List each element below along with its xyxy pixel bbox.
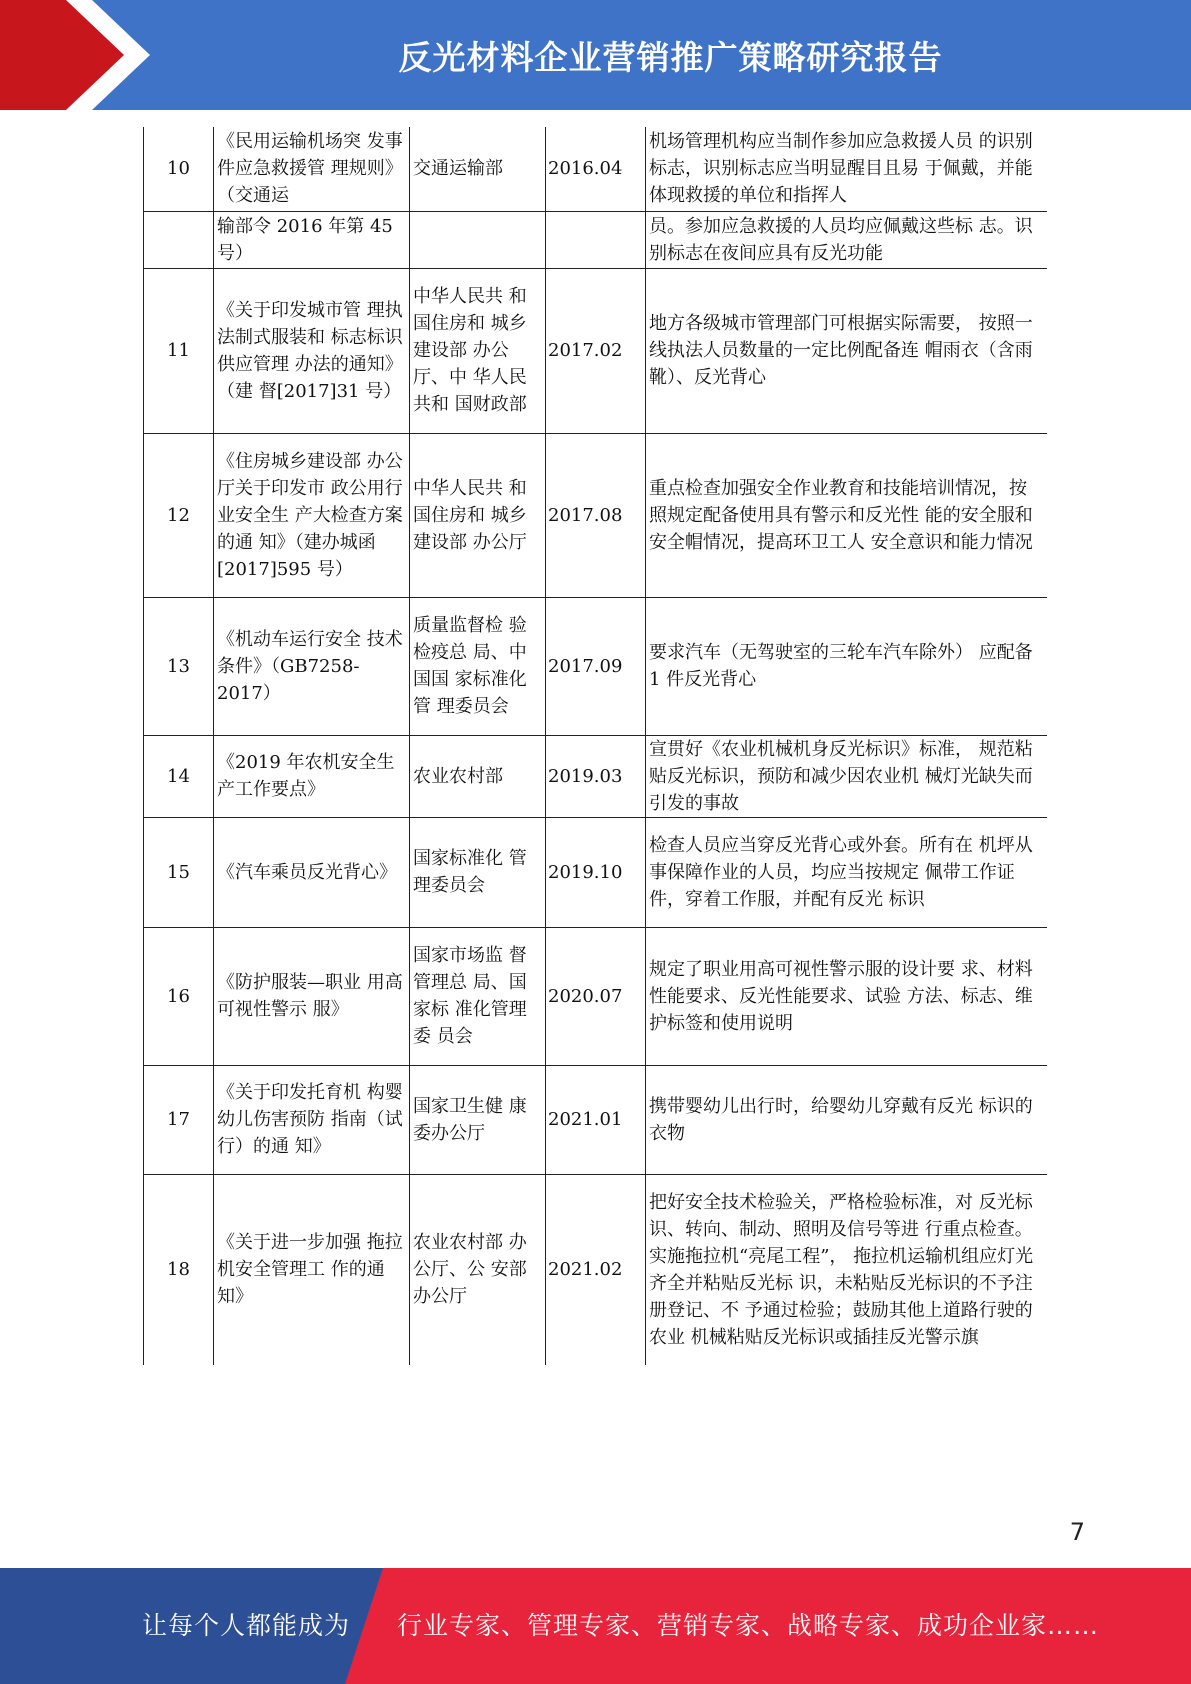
issuing-body: [410, 211, 546, 268]
row-number: 13: [144, 597, 214, 735]
page-header: [0, 0, 1191, 110]
table-row: [144, 268, 1047, 433]
requirement-text: 检查人员应当穿反光背心或外套。所有在 机坪从事保障作业的人员，均应当按规定 佩带工作证件，穿着工作服，并配有反光 标识: [646, 817, 1047, 927]
regulation-name: 输部令 2016 年第 45 号）: [214, 211, 410, 268]
table-row: [144, 211, 1047, 268]
regulation-name: 《机动车运行安全 技术条件》（GB7258-2017）: [214, 597, 410, 735]
row-number: [144, 211, 214, 268]
requirement-text: 把好安全技术检验关，严格检验标准，对 反光标识、转向、制动、照明及信号等进 行重点检查。实施拖拉机“亮尾工程”， 拖拉机运输机组应灯光齐全并粘贴反光标 识，未粘贴反光标识的不予注册登记、不 予通过检验；鼓励其他上道路行驶的农业 机械粘贴反光标识或插挂反光警示旗: [646, 1174, 1047, 1365]
issuing-body: 中华人民共 和国住房和 城乡建设部 办公厅: [410, 433, 546, 597]
issuing-body: 交通运输部: [410, 127, 546, 211]
issue-date: 2021.01: [546, 1065, 646, 1174]
row-number: 15: [144, 817, 214, 927]
issuing-body: 农业农村部: [410, 735, 546, 817]
issue-date: 2017.02: [546, 268, 646, 433]
row-number: 11: [144, 268, 214, 433]
issue-date: 2017.09: [546, 597, 646, 735]
page-number: 7: [1069, 1518, 1085, 1546]
header-arrow-decoration: [0, 0, 160, 110]
regulation-name: 《民用运输机场突 发事件应急救援管 理规则》（交通运: [214, 127, 410, 211]
requirement-text: 携带婴幼儿出行时，给婴幼儿穿戴有反光 标识的衣物: [646, 1065, 1047, 1174]
regulation-name: 《防护服装—职业 用高可视性警示 服》: [214, 927, 410, 1065]
issuing-body: 中华人民共 和国住房和 城乡建设部 办公厅、中 华人民共和 国财政部: [410, 268, 546, 433]
requirement-text: 重点检查加强安全作业教育和技能培训情况，按照规定配备使用具有警示和反光性 能的安全服和安全帽情况，提高环卫工人 安全意识和能力情况: [646, 433, 1047, 597]
requirement-text: 要求汽车（无驾驶室的三轮车汽车除外） 应配备 1 件反光背心: [646, 597, 1047, 735]
table-row: [144, 1065, 1047, 1174]
requirement-text: 机场管理机构应当制作参加应急救援人员 的识别标志，识别标志应当明显醒目且易 于佩戴，并能体现救援的单位和指挥人: [646, 127, 1047, 211]
table-row: [144, 735, 1047, 817]
table-row: [144, 1174, 1047, 1365]
page-footer: [0, 1568, 1191, 1684]
issuing-body: 国家标准化 管理委员会: [410, 817, 546, 927]
issuing-body: 国家市场监 督管理总 局、国家标 准化管理委 员会: [410, 927, 546, 1065]
row-number: 16: [144, 927, 214, 1065]
row-number: 18: [144, 1174, 214, 1365]
issue-date: 2021.02: [546, 1174, 646, 1365]
regulation-name: 《汽车乘员反光背心》: [214, 817, 410, 927]
row-number: 14: [144, 735, 214, 817]
regulation-name: 《关于印发城市管 理执法制式服装和 标志标识供应管理 办法的通知》（建 督[2017]31 号）: [214, 268, 410, 433]
requirement-text: 员。参加应急救援的人员均应佩戴这些标 志。识别标志在夜间应具有反光功能: [646, 211, 1047, 268]
table-row: [144, 433, 1047, 597]
regulation-name: 《2019 年农机安全生产工作要点》: [214, 735, 410, 817]
table-row: [144, 927, 1047, 1065]
issue-date: 2020.07: [546, 927, 646, 1065]
row-number: 12: [144, 433, 214, 597]
issue-date: 2016.04: [546, 127, 646, 211]
issuing-body: 国家卫生健 康委办公厅: [410, 1065, 546, 1174]
table-row: [144, 127, 1047, 211]
regulation-name: 《关于印发托育机 构婴幼儿伤害预防 指南（试行）的通 知》: [214, 1065, 410, 1174]
row-number: 17: [144, 1065, 214, 1174]
regulation-name: 《住房城乡建设部 办公厅关于印发市 政公用行业安全生 产大检查方案的通 知》（建办城函 [2017]595 号）: [214, 433, 410, 597]
issuing-body: 质量监督检 验检疫总 局、中国国 家标准化管 理委员会: [410, 597, 546, 735]
footer-slogan-left: 让每个人都能成为: [142, 1611, 351, 1640]
regulation-table: [143, 127, 1046, 1365]
issuing-body: 农业农村部 办公厅、公 安部办公厅: [410, 1174, 546, 1365]
table-row: [144, 817, 1047, 927]
requirement-text: 地方各级城市管理部门可根据实际需要， 按照一线执法人员数量的一定比例配备连 帽雨衣（含雨靴）、反光背心: [646, 268, 1047, 433]
issue-date: 2019.10: [546, 817, 646, 927]
footer-slogan-right: 行业专家、管理专家、营销专家、战略专家、成功企业家……: [397, 1611, 1100, 1640]
issue-date: 2019.03: [546, 735, 646, 817]
table-row: [144, 597, 1047, 735]
requirement-text: 宣贯好《农业机械机身反光标识》标准， 规范粘贴反光标识，预防和减少因农业机 械灯光缺失而引发的事故: [646, 735, 1047, 817]
issue-date: [546, 211, 646, 268]
requirement-text: 规定了职业用高可视性警示服的设计要 求、材料性能要求、反光性能要求、试验 方法、标志、维护标签和使用说明: [646, 927, 1047, 1065]
issue-date: 2017.08: [546, 433, 646, 597]
row-number: 10: [144, 127, 214, 211]
regulation-name: 《关于进一步加强 拖拉机安全管理工 作的通知》: [214, 1174, 410, 1365]
report-title: 反光材料企业营销推广策略研究报告: [398, 37, 943, 77]
